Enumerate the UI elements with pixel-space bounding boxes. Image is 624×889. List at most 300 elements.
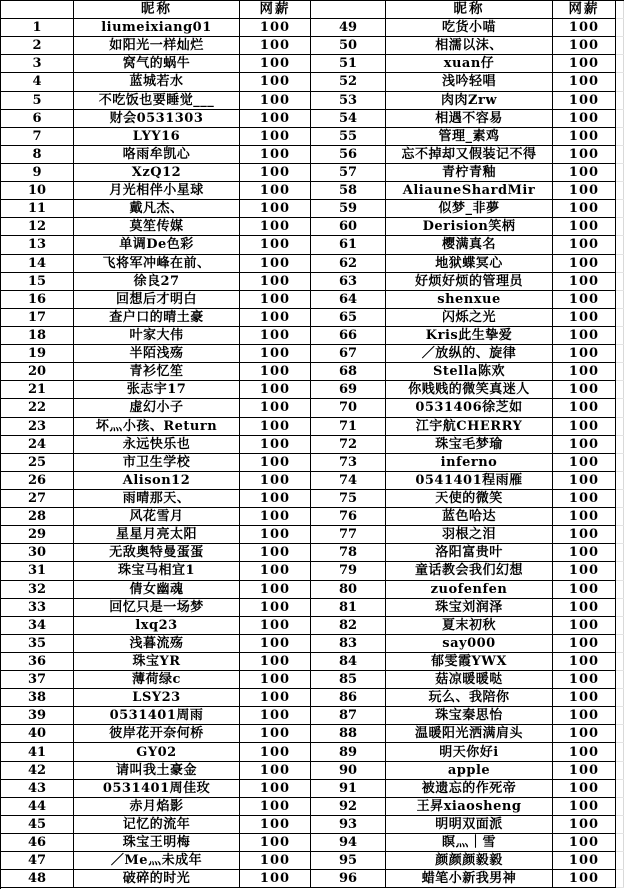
row-number: 54 [311,110,386,128]
salary-cell: 100 [553,73,616,91]
row-number: 1 [1,19,74,37]
table-row [1,689,624,707]
row-number: 14 [1,255,74,273]
salary-cell: 100 [240,526,311,544]
salary-cell: 100 [240,508,311,526]
nickname-cell: 张志宇17 [74,381,240,399]
nickname-cell: inferno [386,454,553,472]
salary-cell: 100 [553,689,616,707]
salary-cell: 100 [240,55,311,73]
salary-cell: 100 [240,743,311,761]
salary-cell: 100 [240,653,311,671]
salary-cell: 100 [553,526,616,544]
salary-cell: 100 [553,363,616,381]
row-number: 29 [1,526,74,544]
salary-cell: 100 [240,146,311,164]
salary-cell: 100 [553,218,616,236]
row-number: 82 [311,617,386,635]
nickname-cell: 蓝城若水 [74,73,240,91]
table-row [1,291,624,309]
nickname-cell: 洛阳富贵叶 [386,544,553,562]
salary-cell: 100 [240,255,311,273]
salary-cell: 100 [553,798,616,816]
salary-cell: 100 [553,508,616,526]
nickname-cell: ／Me灬未成年 [74,852,240,870]
nickname-cell: 樱满真名 [386,236,553,254]
gridline-sliver [616,255,624,273]
row-number: 51 [311,55,386,73]
nickname-cell: zuofenfen [386,581,553,599]
salary-cell: 100 [240,309,311,327]
nickname-cell: 吃货小喵 [386,19,553,37]
row-number: 48 [1,870,74,888]
gridline-sliver [616,436,624,454]
salary-cell: 100 [240,472,311,490]
gridline-sliver [616,834,624,852]
nickname-cell: 相濡以沫、 [386,37,553,55]
salary-cell: 100 [240,707,311,725]
nickname-cell: 肉肉Zrw [386,92,553,110]
salary-cell: 100 [240,635,311,653]
table-row [1,780,624,798]
header-salary-left: 网薪 [240,1,311,19]
salary-cell: 100 [553,418,616,436]
gridline-sliver [616,852,624,870]
salary-cell: 100 [240,200,311,218]
row-number: 30 [1,544,74,562]
salary-cell: 100 [553,164,616,182]
row-number: 52 [311,73,386,91]
nickname-cell: 虚幻小子 [74,399,240,417]
table-row [1,55,624,73]
gridline-sliver [616,780,624,798]
nickname-cell: 薄荷绿c [74,671,240,689]
gridline-sliver [616,327,624,345]
salary-cell: 100 [553,544,616,562]
salary-cell: 100 [240,780,311,798]
nickname-cell: 地狱蝶冥心 [386,255,553,273]
salary-cell: 100 [240,436,311,454]
salary-cell: 100 [240,19,311,37]
table-row [1,436,624,454]
gridline-sliver [616,182,624,200]
row-number: 27 [1,490,74,508]
gridline-sliver [616,671,624,689]
row-number: 25 [1,454,74,472]
salary-cell: 100 [553,834,616,852]
salary-cell: 100 [553,327,616,345]
row-number: 94 [311,834,386,852]
row-number: 96 [311,870,386,888]
row-number: 95 [311,852,386,870]
nickname-cell: 回想后才明白 [74,291,240,309]
table-row [1,273,624,291]
salary-cell: 100 [240,128,311,146]
table-row [1,182,624,200]
row-number: 56 [311,146,386,164]
salary-cell: 100 [553,743,616,761]
nickname-cell: say000 [386,635,553,653]
salary-cell: 100 [240,164,311,182]
row-number: 61 [311,236,386,254]
gridline-sliver [616,743,624,761]
salary-cell: 100 [240,110,311,128]
row-number: 41 [1,743,74,761]
gridline-sliver [616,689,624,707]
salary-cell: 100 [240,834,311,852]
nickname-cell: 如阳光一样灿烂 [74,37,240,55]
nickname-cell: shenxue [386,291,553,309]
gridline-sliver [616,110,624,128]
nickname-cell: 请叫我土豪金 [74,762,240,780]
nickname-cell: AliauneShardMir [386,182,553,200]
row-number: 57 [311,164,386,182]
row-number: 5 [1,92,74,110]
nickname-cell: 查户口的晴土豪 [74,309,240,327]
nickname-cell: 0541401程雨雁 [386,472,553,490]
table-row [1,490,624,508]
row-number: 11 [1,200,74,218]
nickname-cell: 青衫忆笙 [74,363,240,381]
table-row [1,255,624,273]
nickname-cell: Stella陈欢 [386,363,553,381]
nickname-cell: 被遗忘的作死帝 [386,780,553,798]
row-number: 2 [1,37,74,55]
gridline-sliver [616,92,624,110]
nickname-cell: 羽根之泪 [386,526,553,544]
salary-cell: 100 [240,218,311,236]
row-number: 22 [1,399,74,417]
nickname-cell: 蜡笔小新我男神 [386,870,553,888]
table-row [1,508,624,526]
salary-cell: 100 [553,707,616,725]
nickname-cell: 戴凡杰、 [74,200,240,218]
table-row [1,834,624,852]
row-number: 33 [1,599,74,617]
salary-cell: 100 [553,599,616,617]
row-number: 85 [311,671,386,689]
gridline-sliver [616,291,624,309]
row-number: 83 [311,635,386,653]
nickname-cell: 不吃饭也要睡觉___ [74,92,240,110]
nickname-cell: 青柠青釉 [386,164,553,182]
header-nickname-right: 昵称 [386,1,553,19]
table-header-row [1,1,624,19]
row-number: 49 [311,19,386,37]
nickname-cell: 破碎的时光 [74,870,240,888]
salary-cell: 100 [240,363,311,381]
nickname-cell: 瞑灬｜雪 [386,834,553,852]
table-row [1,526,624,544]
gridline-sliver [616,472,624,490]
salary-cell: 100 [240,725,311,743]
row-number: 80 [311,581,386,599]
row-number: 32 [1,581,74,599]
nickname-cell: 颜颜颜毅毅 [386,852,553,870]
salary-cell: 100 [553,653,616,671]
nickname-cell: XzQ12 [74,164,240,182]
row-number: 58 [311,182,386,200]
gridline-sliver [616,762,624,780]
salary-cell: 100 [240,689,311,707]
gridline-sliver [616,19,624,37]
salary-cell: 100 [553,110,616,128]
nickname-cell: 财会0531303 [74,110,240,128]
table-row [1,762,624,780]
salary-cell: 100 [553,255,616,273]
gridline-sliver [616,218,624,236]
table-row [1,562,624,580]
row-number: 53 [311,92,386,110]
row-number: 4 [1,73,74,91]
nickname-cell: 半陌浅殇 [74,345,240,363]
salary-cell: 100 [240,581,311,599]
nickname-cell: 珠宝马相宜1 [74,562,240,580]
salary-cell: 100 [240,599,311,617]
salary-cell: 100 [553,92,616,110]
salary-cell: 100 [553,309,616,327]
nickname-cell: 好烦好烦的管理员 [386,273,553,291]
row-number: 45 [1,816,74,834]
nickname-cell: 叶家大伟 [74,327,240,345]
table-row [1,671,624,689]
gridline-sliver [616,236,624,254]
row-number: 8 [1,146,74,164]
salary-cell: 100 [553,762,616,780]
row-number: 28 [1,508,74,526]
gridline-sliver [616,490,624,508]
table-row [1,92,624,110]
salary-cell: 100 [553,55,616,73]
salary-cell: 100 [553,182,616,200]
gridline-sliver [616,363,624,381]
salary-cell: 100 [240,418,311,436]
salary-cell: 100 [240,273,311,291]
nickname-cell: 菇凉暖暖哒 [386,671,553,689]
salary-cell: 100 [553,725,616,743]
salary-cell: 100 [553,581,616,599]
row-number: 66 [311,327,386,345]
nickname-cell: Derision笑柄 [386,218,553,236]
nickname-cell: apple [386,762,553,780]
row-number: 84 [311,653,386,671]
row-number: 70 [311,399,386,417]
nickname-cell: 窝气的蜗牛 [74,55,240,73]
gridline-sliver [616,707,624,725]
row-number: 74 [311,472,386,490]
row-number: 3 [1,55,74,73]
row-number: 92 [311,798,386,816]
row-number: 76 [311,508,386,526]
salary-cell: 100 [240,73,311,91]
row-number: 16 [1,291,74,309]
row-number: 21 [1,381,74,399]
salary-cell: 100 [240,454,311,472]
gridline-sliver [616,73,624,91]
nickname-cell: 倩女幽魂 [74,581,240,599]
salary-cell: 100 [553,236,616,254]
table-row [1,73,624,91]
row-number: 38 [1,689,74,707]
salary-cell: 100 [240,182,311,200]
nickname-cell: 温暖阳光洒满肩头 [386,725,553,743]
gridline-sliver [616,544,624,562]
table-row [1,110,624,128]
salary-cell: 100 [240,490,311,508]
gridline-sliver [616,418,624,436]
row-number: 63 [311,273,386,291]
table-row [1,381,624,399]
nickname-cell: ／放纵的、旋律 [386,345,553,363]
nickname-cell: 王昇xiaosheng [386,798,553,816]
row-number: 26 [1,472,74,490]
row-number: 7 [1,128,74,146]
row-number: 81 [311,599,386,617]
nickname-cell: 莫笙传媒 [74,218,240,236]
row-number: 89 [311,743,386,761]
nickname-cell: 赤月焰影 [74,798,240,816]
row-number: 75 [311,490,386,508]
nickname-cell: LSY23 [74,689,240,707]
nickname-cell: 星星月亮太阳 [74,526,240,544]
salary-cell: 100 [553,617,616,635]
table-row [1,798,624,816]
gridline-sliver [616,381,624,399]
nickname-cell: 管理_素鸡 [386,128,553,146]
nickname-cell: 飞将军冲峰在前、 [74,255,240,273]
nickname-cell: 月光相伴小星球 [74,182,240,200]
row-number: 42 [1,762,74,780]
nickname-cell: 珠宝YR [74,653,240,671]
table-row [1,218,624,236]
nickname-cell: LYY16 [74,128,240,146]
table-row [1,200,624,218]
table-row [1,309,624,327]
row-number: 59 [311,200,386,218]
nickname-cell: 明明双面派 [386,816,553,834]
salary-cell: 100 [240,870,311,888]
salary-cell: 100 [553,852,616,870]
row-number: 40 [1,725,74,743]
gridline-sliver [616,816,624,834]
row-number: 88 [311,725,386,743]
table-row [1,617,624,635]
salary-cell: 100 [553,472,616,490]
row-number: 87 [311,707,386,725]
table-row [1,581,624,599]
nickname-cell: 玩么、我陪你 [386,689,553,707]
gridline-sliver [616,146,624,164]
gridline-sliver [616,653,624,671]
salary-cell: 100 [553,399,616,417]
salary-cell: 100 [553,816,616,834]
row-number: 44 [1,798,74,816]
gridline-sliver [616,526,624,544]
table-row [1,363,624,381]
row-number: 24 [1,436,74,454]
nickname-cell: 夏末初秋 [386,617,553,635]
salary-cell: 100 [240,762,311,780]
table-row [1,146,624,164]
salary-cell: 100 [240,236,311,254]
salary-cell: 100 [240,327,311,345]
header-salary-right: 网薪 [553,1,616,19]
nickname-cell: 0531401周佳玫 [74,780,240,798]
table-row [1,418,624,436]
row-number: 50 [311,37,386,55]
header-index-right-blank [311,1,386,19]
row-number: 62 [311,255,386,273]
nickname-cell: 0531401周雨 [74,707,240,725]
table-row [1,544,624,562]
table-row [1,19,624,37]
table-row [1,236,624,254]
nickname-cell: 风花雪月 [74,508,240,526]
salary-cell: 100 [240,617,311,635]
gridline-sliver [616,454,624,472]
row-number: 12 [1,218,74,236]
salary-cell: 100 [553,345,616,363]
gridline-sliver [616,725,624,743]
nickname-cell: 0531406徐芝如 [386,399,553,417]
gridline-sliver [616,798,624,816]
nickname-cell: 市卫生学校 [74,454,240,472]
gridline-sliver [616,508,624,526]
row-number: 67 [311,345,386,363]
table-row [1,653,624,671]
row-number: 19 [1,345,74,363]
table-row [1,327,624,345]
table-row [1,725,624,743]
salary-cell: 100 [240,544,311,562]
nickname-cell: 回忆只是一场梦 [74,599,240,617]
nickname-cell: 坏灬小孩、Return [74,418,240,436]
gridline-sliver [616,309,624,327]
salary-cell: 100 [240,37,311,55]
salary-cell: 100 [240,345,311,363]
table-row [1,472,624,490]
nickname-cell: 似梦_非夢 [386,200,553,218]
nickname-cell: 记忆的流年 [74,816,240,834]
row-number: 17 [1,309,74,327]
row-number: 60 [311,218,386,236]
nickname-cell: liumeixiang01 [74,19,240,37]
nickname-cell: 单调De色彩 [74,236,240,254]
nickname-cell: 闪烁之光 [386,309,553,327]
salary-cell: 100 [553,780,616,798]
gridline-sliver [616,870,624,888]
nickname-cell: 相遇不容易 [386,110,553,128]
table-row [1,743,624,761]
salary-cell: 100 [240,381,311,399]
row-number: 86 [311,689,386,707]
salary-cell: 100 [240,852,311,870]
salary-cell: 100 [240,671,311,689]
row-number: 71 [311,418,386,436]
table-row [1,37,624,55]
table-row [1,128,624,146]
salary-cell: 100 [240,399,311,417]
salary-cell: 100 [240,816,311,834]
nickname-cell: 你贱贱的微笑真迷人 [386,381,553,399]
row-number: 34 [1,617,74,635]
nickname-cell: 郁雯霞YWX [386,653,553,671]
table-row [1,635,624,653]
row-number: 15 [1,273,74,291]
nickname-cell: 无敌奥特曼蛋蛋 [74,544,240,562]
salary-cell: 100 [240,562,311,580]
gridline-sliver [616,273,624,291]
